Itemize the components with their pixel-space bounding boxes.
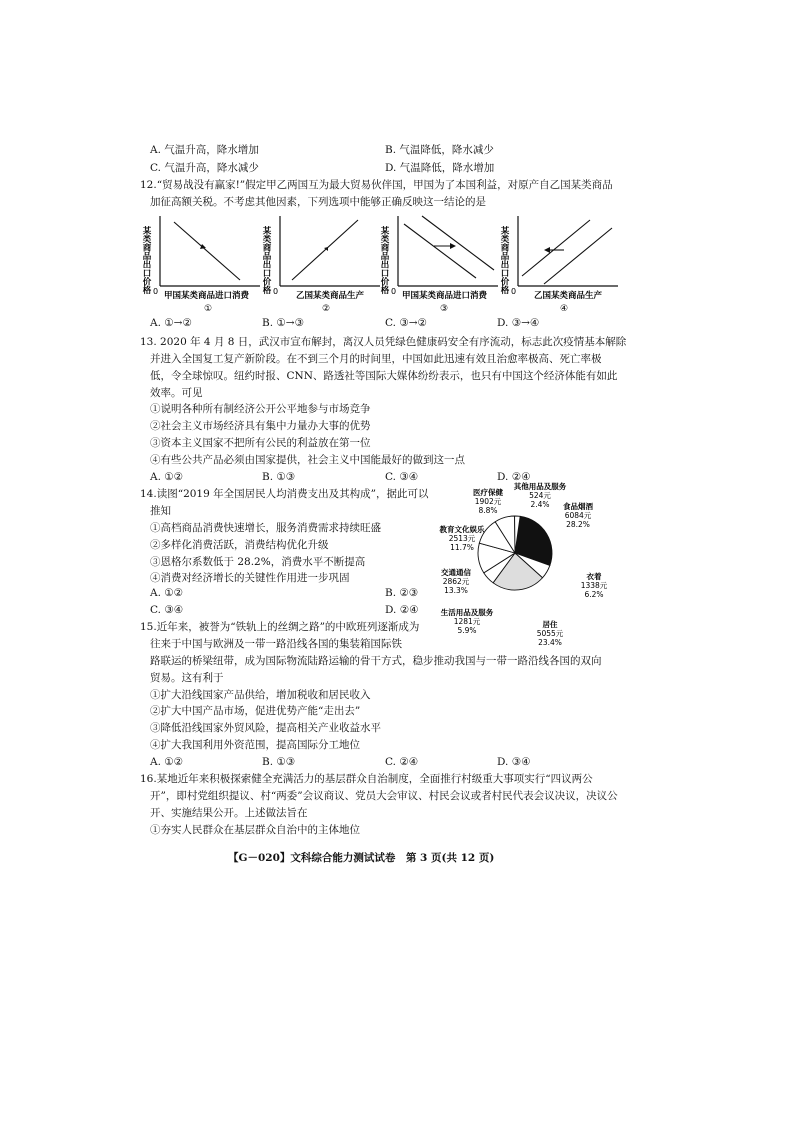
q13-option-d: D. ②④ [497, 471, 531, 483]
q11-option-b: B. 气温降低，降水减少 [385, 144, 494, 156]
q11-option-a: A. 气温升高，降水增加 [150, 144, 259, 156]
q14-line-5: ③恩格尔系数低于 28.2%，消费水平不断提高 [150, 556, 366, 568]
pie-label-8-name: 其他用品及服务 [513, 482, 567, 491]
graph-1-xlabel: 甲国某类商品进口消费 [164, 291, 250, 301]
q12-option-c: C. ③→② [385, 317, 427, 329]
graph-2-xlabel: 乙国某类商品生产 [296, 291, 365, 301]
q12-graph-3 [380, 210, 502, 315]
pie-label-3-name: 居住 [542, 620, 558, 629]
graph-3-origin: 0 [391, 287, 397, 296]
graph-3-xlabel: 甲国某类商品进口消费 [402, 291, 488, 301]
q13-line-8: ④有些公共产品必须由国家提供，社会主义中国能最好的做到这一点 [150, 454, 465, 466]
graph-3-ylabel: 某类商品出口价格 [379, 226, 389, 294]
pie-label-4-name: 生活用品及服务 [440, 608, 494, 617]
pie-label-5-percent: 13.3% [444, 586, 468, 595]
pie-label-2-percent: 6.2% [584, 590, 604, 599]
q13-option-a: A. ①② [150, 471, 184, 483]
pie-label-8-percent: 2.4% [530, 500, 550, 509]
pie-label-4-amount: 1281元 [453, 617, 481, 626]
q14-line-6: ④消费对经济增长的关键性作用进一步巩固 [150, 572, 350, 584]
q12-option-d: D. ③→④ [497, 317, 540, 329]
q15-option-c: C. ②④ [385, 756, 419, 768]
q12-stem-line1: 12.“贸易战没有赢家!”假定甲乙两国互为最大贸易伙伴国，甲国为了本国利益，对原产自乙国某类商品 [140, 179, 613, 191]
graph-1-num: ① [204, 304, 213, 314]
graph-2-num: ② [322, 304, 331, 314]
pie-label-5-name: 交通通信 [441, 568, 471, 577]
graph-1-ylabel: 某类商品出口价格 [141, 226, 151, 294]
graph-4-xlabel: 乙国某类商品生产 [534, 291, 603, 301]
q15-option-d: D. ③④ [497, 756, 531, 768]
q16-line-2: 开”，即村党组织提议、村“两委”会议商议、党员大会审议、村民会议或者村民代表会议决议，决议公 [150, 790, 618, 802]
consumption-pie-chart [420, 478, 610, 647]
q13-option-b: B. ①③ [262, 471, 296, 483]
q12-graph-1 [142, 210, 264, 315]
q13-line-3: 低，令全球惊叹。纽约时报、CNN、路透社等国际大媒体纷纷表示，也只有中国这个经济体能有如此 [150, 370, 618, 382]
pie-label-1-name: 食品烟酒 [563, 502, 593, 511]
graph-4-ylabel: 某类商品出口价格 [499, 226, 509, 294]
pie-label-3-percent: 23.4% [538, 638, 562, 647]
pie-label-2-amount: 1338元 [580, 581, 608, 590]
q14-line-2: 推知 [150, 505, 171, 517]
graph-1-origin: 0 [153, 287, 159, 296]
q15-line-8: ④扩大我国利用外资范围，提高国际分工地位 [150, 739, 360, 751]
q13-line-6: ②社会主义市场经济具有集中力量办大事的优势 [150, 420, 371, 432]
q13-option-c: C. ③④ [385, 471, 419, 483]
q16-line-4: ①夯实人民群众在基层群众自治中的主体地位 [150, 824, 360, 836]
q12-graph-4 [500, 210, 622, 315]
q15-line-4: 贸易。这有利于 [150, 672, 224, 684]
q13-line-1: 13. 2020 年 4 月 8 日，武汉市宣布解封，离汉人员凭绿色健康码安全有序流动，标志此次疫情基本解除 [140, 336, 627, 348]
pie-label-6-percent: 11.7% [450, 543, 474, 552]
q12-graph-2 [262, 210, 384, 315]
q12-option-a: A. ①→② [150, 317, 192, 329]
q14-line-4: ②多样化消费活跃，消费结构优化升级 [150, 539, 329, 551]
q13-line-5: ①说明各种所有制经济公开公平地参与市场竞争 [150, 403, 371, 415]
q15-line-5: ①扩大沿线国家产品供给，增加税收和居民收入 [150, 689, 371, 701]
pie-label-7-percent: 8.8% [478, 506, 498, 515]
q15-line-2: 往来于中国与欧洲及一带一路沿线各国的集装箱国际铁 [150, 638, 402, 650]
pie-label-4-percent: 5.9% [457, 626, 477, 635]
q14-line-1: 14.读图“2019 年全国居民人均消费支出及其构成”，据此可以 [140, 488, 429, 500]
graph-2-ylabel: 某类商品出口价格 [261, 226, 271, 294]
pie-label-6-amount: 2513元 [448, 534, 476, 543]
q15-option-b: B. ①③ [262, 756, 296, 768]
q15-line-7: ③降低沿线国家外贸风险，提高相关产业收益水平 [150, 722, 381, 734]
pie-label-3-amount: 5055元 [536, 629, 564, 638]
pie-label-1-amount: 6084元 [564, 511, 592, 520]
q14-option-c: C. ③④ [150, 604, 184, 616]
graph-3-num: ③ [440, 304, 449, 314]
q15-option-a: A. ①② [150, 756, 184, 768]
q15-line-6: ②扩大中国产品市场，促进优势产能“走出去” [150, 705, 361, 717]
pie-label-5-amount: 2862元 [442, 577, 470, 586]
q13-line-2: 并进入全国复工复产新阶段。在不到三个月的时间里，中国如此迅速有效且治愈率极高、死亡率极 [150, 353, 602, 365]
q11-option-d: D. 气温降低，降水增加 [385, 162, 495, 174]
q14-option-a: A. ①② [150, 587, 184, 599]
q13-line-7: ③资本主义国家不把所有公民的利益放在第一位 [150, 437, 371, 449]
pie-label-7-amount: 1902元 [474, 497, 502, 506]
q14-line-3: ①高档商品消费快速增长，服务消费需求持续旺盛 [150, 522, 381, 534]
pie-label-8-amount: 524元 [529, 491, 551, 500]
q11-option-c: C. 气温升高，降水减少 [150, 162, 259, 174]
q15-line-3: 路联运的桥梁纽带，成为国际物流陆路运输的骨干方式，稳步推动我国与一带一路沿线各国的双向 [150, 655, 602, 667]
pie-label-6-name: 教育文化娱乐 [439, 525, 485, 534]
pie-label-7-name: 医疗保健 [473, 488, 503, 497]
graph-2-origin: 0 [273, 287, 279, 296]
q12-stem-line2: 加征高额关税。不考虑其他因素，下列选项中能够正确反映这一结论的是 [150, 196, 486, 208]
q15-line-1: 15.近年来，被誉为“铁轨上的丝绸之路”的中欧班列逐渐成为 [140, 621, 420, 633]
pie-label-2-name: 衣着 [586, 572, 602, 581]
q14-option-b: B. ②③ [385, 587, 419, 599]
graph-4-origin: 0 [511, 287, 517, 296]
graph-4-num: ④ [560, 304, 569, 314]
q16-line-1: 16.某地近年来积极探索健全充满活力的基层群众自治制度，全面推行村级重大事项实行“四议两公 [140, 773, 593, 785]
q16-line-3: 开、实施结果公开。上述做法旨在 [150, 807, 308, 819]
pie-label-1-percent: 28.2% [566, 520, 590, 529]
q12-option-b: B. ①→③ [262, 317, 305, 329]
page-footer: 【G－020】文科综合能力测试试卷 第 3 页(共 12 页) [228, 852, 495, 864]
q13-line-4: 效率。可见 [150, 387, 203, 399]
q14-option-d: D. ②④ [385, 604, 419, 616]
